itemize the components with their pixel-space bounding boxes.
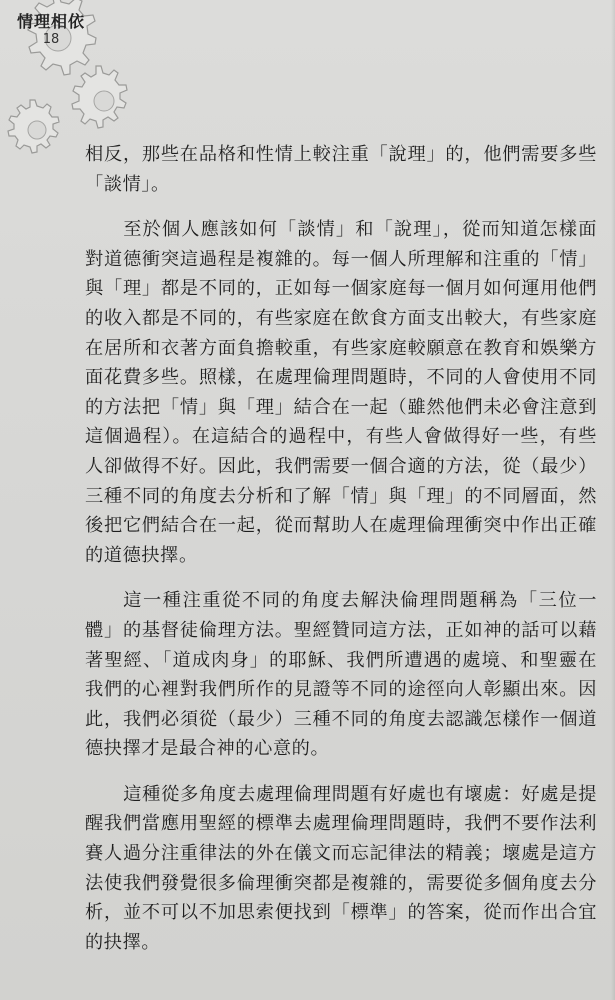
body-text <box>85 140 597 973</box>
page-number: 18 <box>42 32 60 47</box>
paragraph-4: 這種從多角度去處理倫理問題有好處也有壞處：好處是提醒我們當應用聖經的標準去處理倫理問題時，我們不要作法利賽人過分注重律法的外在儀文而忘記律法的精義；壞處是這方法使我們發覺很多倫理衝突都是複雜的，需要從多個角度去分析，並不可以不加思索便找到「標準」的答案，從而作出合宜的抉擇。 <box>85 783 597 953</box>
running-header <box>16 12 86 48</box>
paragraph-1: 相反，那些在品格和性情上較注重「說理」的，他們需要多些「談情」。 <box>85 144 597 195</box>
paragraph-3: 這一種注重從不同的角度去解決倫理問題稱為「三位一體」的基督徒倫理方法。聖經贊同這方法，正如神的話可以藉著聖經、「道成肉身」的耶穌、我們所遭遇的處境、和聖靈在我們的心裡對我們所作的見證等不同的途徑向人彰顯出來。因此，我們必須從（最少）三種不同的角度去認識怎樣作一個道德抉擇才是最合神的心意的。 <box>85 590 597 760</box>
paragraph-2: 至於個人應該如何「談情」和「說理」，從而知道怎樣面對道德衝突這過程是複雜的。每一個人所理解和注重的「情」與「理」都是不同的，正如每一個家庭每一個月如何運用他們的收入都是不同的，有些家庭在飲食方面支出較大，有些家庭在居所和衣著方面負擔較重，有些家庭較願意在教育和娛樂方面花費多些。照樣，在處理倫理問題時，不同的人會使用不同的方法把「情」與「理」結合在一起（雖然他們未必會注意到這個過程）。在這結合的過程中，有些人會做得好一些，有些人卻做得不好。因此，我們需要一個合適的方法，從（最少）三種不同的角度去分析和了解「情」與「理」的不同層面，然後把它們結合在一起，從而幫助人在處理倫理衝突中作出正確的道德抉擇。 <box>85 219 597 566</box>
page-edge-shadow <box>611 0 615 1000</box>
book-title: 情理相依 <box>16 12 85 31</box>
